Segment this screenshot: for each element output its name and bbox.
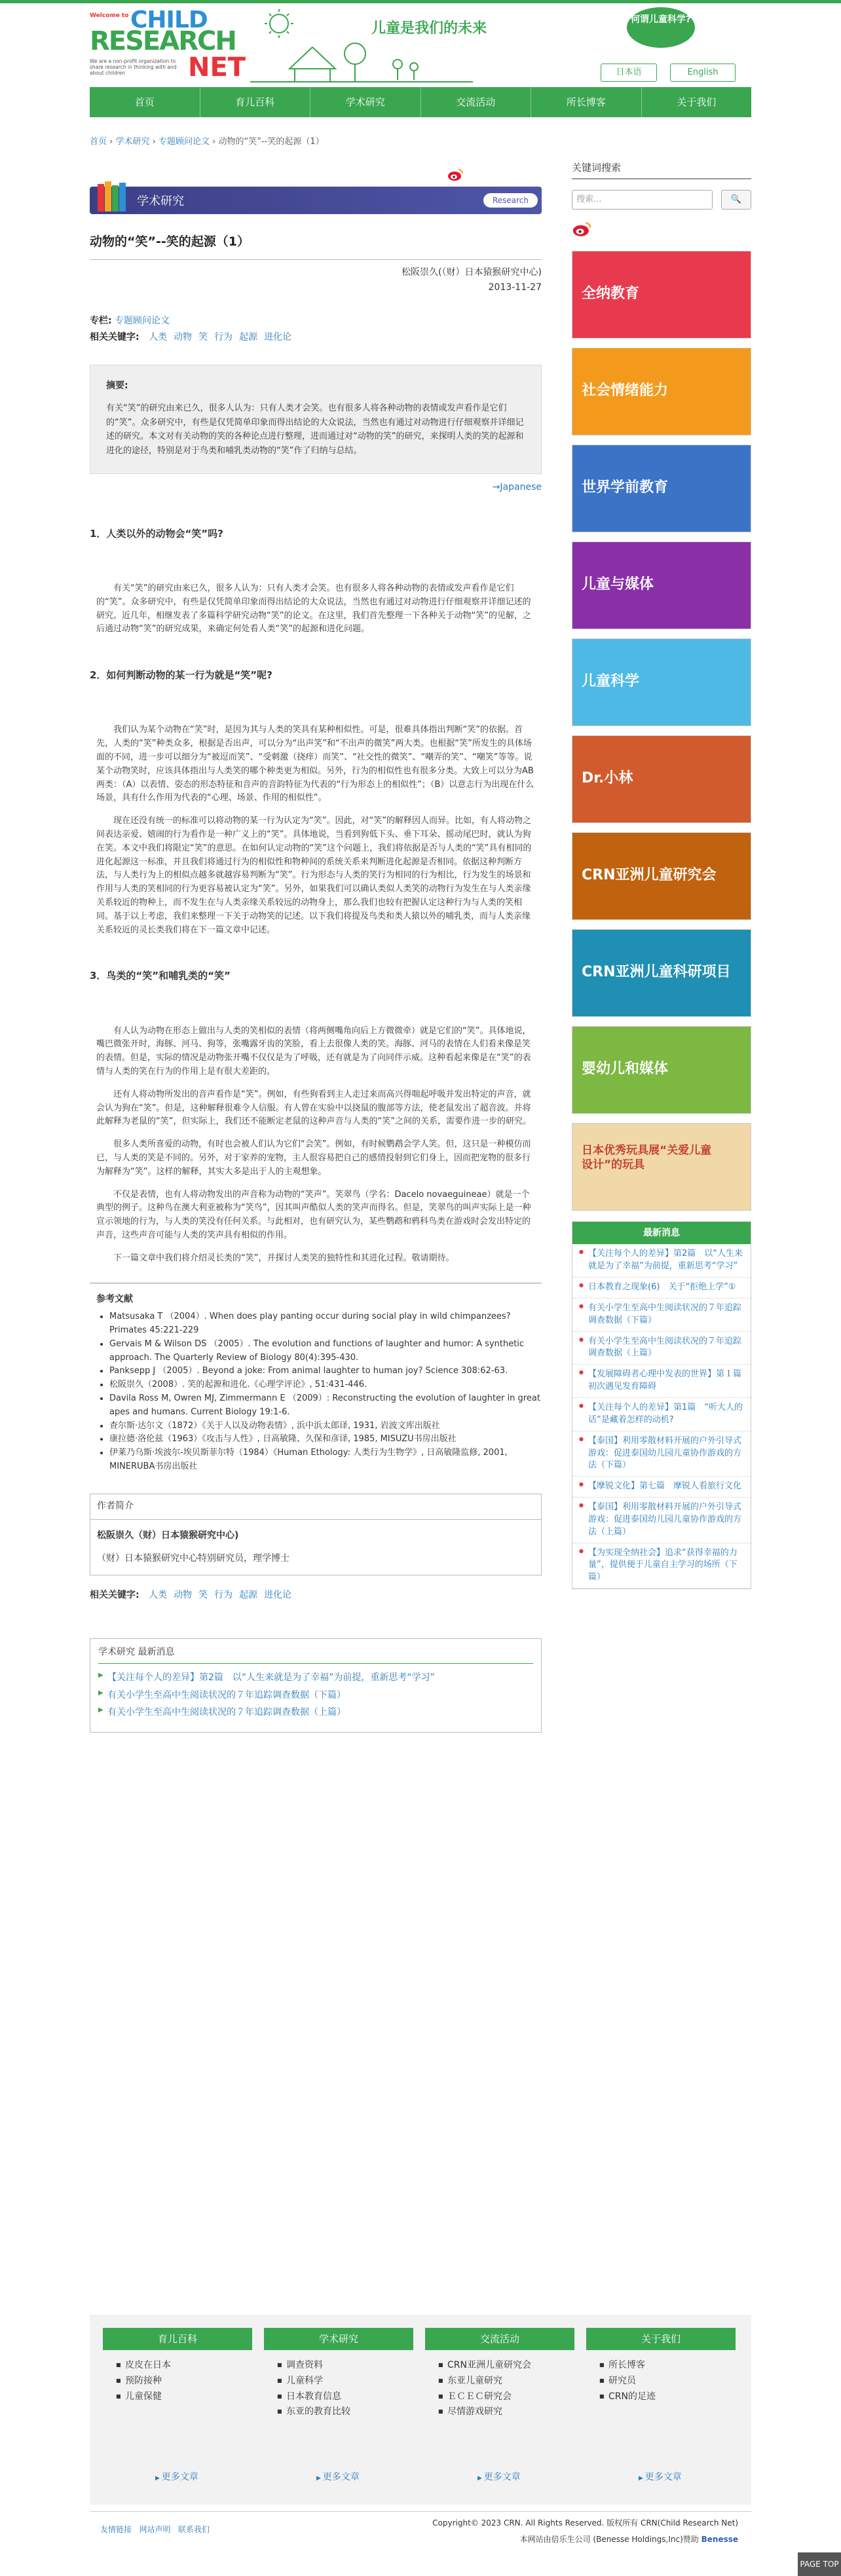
site-logo[interactable] [90,7,246,83]
footer-columns [90,2315,751,2505]
nav-exchange[interactable]: 交流活动 [421,87,532,117]
keyword-link[interactable]: 进化论 [264,331,292,342]
keyword-link[interactable]: 人类 [149,331,168,342]
footer-link[interactable]: ■ 东亚儿童研究 [438,2374,574,2389]
latest-news-item[interactable]: ● 日本教育之现象(6) 关于“拒绝上学”① [572,1278,751,1298]
footer-link[interactable]: ■ 日本教育信息 [277,2389,413,2405]
footer-link[interactable]: ■ 研究员 [599,2374,736,2389]
sidebar-banner[interactable] [572,348,751,435]
copyright: Copyright© 2023 CRN. All Rights Reserved. 版权所有 CRN(Child Research Net) [432,2518,738,2528]
research-news-item[interactable]: ▶ 有关小学生至高中生阅读状况的７年追踪调查数据（下篇） [98,1687,533,1704]
footer-more-link[interactable]: ▶ 更多文章 [639,2471,682,2485]
nav-director-blog[interactable]: 所长博客 [531,87,642,117]
latest-news-title: 最新消息 [572,1222,751,1244]
footer-link[interactable]: ■ 儿童科学 [277,2374,413,2389]
footer-col-about [586,2328,736,2482]
keyword-link[interactable]: 动物 [174,1589,193,1600]
site-header [90,3,751,87]
author-profile-box [90,1494,542,1575]
latest-news-item[interactable]: ● 【泰国】利用零散材料开展的户外引导式游戏：促进泰国幼儿园儿童协作游戏的方法（下篇） [572,1431,751,1477]
footer-link[interactable]: ■ 所长博客 [599,2358,736,2374]
footer-link[interactable]: ■ 调查资料 [277,2358,413,2374]
author-profile-bio: （财）日本猿猴研究中心特别研究员，理学博士 [97,1553,290,1564]
what-is-child-science-bubble[interactable]: 何谓儿童科学? [627,7,695,48]
article-paragraph: 我们认为某个动物在“笑”时，是因为其与人类的笑具有某种相似性。可是，很难具体指出判断“笑”的依据。首先，人类的“笑”种类众多，根据是否出声，可以分为“出声笑”和“不出声的微笑”两大类。也根据“笑”所发生的具体场面的不同，进一步可以细分为“被逗而笑”、“受刺激（挠痒）而笑”、“社交性的微笑”、“嘲弄的笑”、“嘲笑”等等。说某个动物笑时，应该具体指出与人类笑的哪个种类更为相似。另外，行为的相似性也有很多分类。大致上可以分为AB两类：（A）以表情、姿态的形态特征和音声的音韵特征为代表的“行为形态上的相似性”；（B）以意志行为出现在什么场景，具有什么作用为代表的“心理、场景、作用的相似性”。 [96,725,534,803]
footer-bottom-link[interactable]: 网站声明 [139,2525,171,2534]
reference-item: • 查尔斯·达尔文（1872）《关于人以及动物表情》, 浜中浜太郎译, 1931, 岩波文库出版社 [109,1420,542,1433]
footer-col-exchange [425,2328,574,2482]
logo-child: CHILD [130,7,208,33]
keywords-label: 相关关键字: [90,1589,140,1600]
keyword-link[interactable]: 笑 [198,1589,208,1600]
sidebar-banner[interactable] [572,832,751,920]
abstract-label: 摘要: [106,380,128,392]
author-profile-title: 作者简介 [90,1494,541,1520]
keyword-link[interactable]: 起源 [239,1589,258,1600]
abstract-text: 有关“笑”的研究由来已久，很多人认为：只有人类才会笑。也有很多人将各种动物的表情或发声看作是它们的“笑”。众多研究中，有些是仅凭简单印象而得出结论的大众说法，当然也有通过对动物进行仔细观察并详细记述的研究。本文对有关动物的笑的各种论点进行整理，进而通过对“动物的笑”的研究，来探明人类的笑的起源和进化的途径，特别是对于鸟类和哺乳类动物的“笑”作了归纳与总结。 [106,403,524,456]
article-paragraph: 很多人类所喜爱的动物，有时也会被人们认为它们“会笑”。例如，有时候鹦鹉会学人笑。但，这只是一种模仿而已，与人类的笑是不同的。另外，对于家养的宠物，主人很容易把自己的感情投射到它们身上，因而把宠物的很多行为解释为“笑”。这样的解释，其实大多是出于人的主观想象。 [96,1139,531,1177]
logo-welcome: Welcome to [90,12,129,19]
latest-news-item[interactable]: ● 【摩锐文化】第七篇 摩锐人看旅行文化 [572,1477,751,1498]
latest-news-item[interactable]: ● 【发展障碍者心理中发表的世界】第１篇 初次遇见发育障碍 [572,1365,751,1398]
footer-link[interactable]: ■ 皮皮在日本 [116,2358,252,2374]
breadcrumb-separator: › [212,137,216,147]
sidebar-banner[interactable] [572,1026,751,1114]
column-link[interactable]: 专题顾问论文 [115,316,170,327]
logo-research: RESEARCH [90,26,236,56]
sidebar-banner[interactable] [572,1123,751,1211]
article-date: 2013-11-27 [488,282,542,293]
sidebar-banner[interactable] [572,735,751,823]
article-paragraph: 现在还没有统一的标准可以将动物的某一行为认定为“笑”。因此，对“笑”的解释因人而异。比如，有人将动物之间表达亲爱、嬉闹的行为看作是一种广义上的“笑”。具体地说，当看到狗低下头、垂下耳朵、摇动尾巴时，就认为狗在笑。本文中我们将限定“笑”的意思。在如何认定动物的“笑”这个问题上，我们将依据是否与人类的“笑”具有相同的进化起源这一标准，并且我们将通过行为的相似性和物种间的系统关系来判断进化起源是否相同。依据这种判断方法，与人类行为上的相似点越多就越容易判断为“笑”。行为形态与人类的笑行为相同的行为相比，行为发生的场景和作用与人类的笑相同的行为更容易被认定为“笑”。另外，如果我们可以确认类似人类笑的动物行为发生在与人类亲缘关系较近的物种上，而不发生在与人类亲缘关系较远的动物身上，那么我们也较有把握认定这种行为与人类的笑相同。基于以上考虑，我们来整理一下关于动物笑的记述。以下我们将提及鸟类和类人猿以外的哺乳类，而与人类亲缘关系较近的灵长类我们将在下一篇文章中记述。 [96,816,532,935]
keyword-link[interactable]: 动物 [174,331,193,342]
page-top-button[interactable]: PAGE TOP [798,2552,841,2576]
column-label: 专栏: [90,316,112,327]
sidebar [572,160,751,1589]
reference-item: • 康拉德·洛伦兹（1963）《攻击与人性》, 日高敏隆、久保和彦译, 1985, MISUZU书房出版社 [109,1433,542,1446]
article-title: 动物的“笑”--笑的起源（1） [90,232,542,260]
main-nav [90,87,751,117]
latest-news-item[interactable]: ● 【关注每个人的差异】第2篇 以“人生来就是为了幸福”为前提，重新思考“学习” [572,1244,751,1278]
footer-link[interactable]: ■ CRN的足迹 [599,2389,736,2405]
footer-link[interactable]: ■ 预防接种 [116,2374,252,2389]
article-paragraph: 有关“笑”的研究由来已久，很多人认为：只有人类才会笑。也有很多人将各种动物的表情或发声看作是它们的“笑”。众多研究中，有些是仅凭简单印象而得出结论的大众说法，当然也有通过对动物进行仔细观察并详细记述的研究。近几年，相继发表了多篇科学研究动物“笑”的论文。在这里，我们首先整理一下各种关于动物“笑”的见解，之后通过动物“笑”的研究成果，来确定何处看人类“笑”的起源和进化问题。 [96,583,531,635]
keyword-link[interactable]: 进化论 [264,1589,292,1600]
research-news-item[interactable]: ▶ 有关小学生至高中生阅读状况的７年追踪调查数据（上篇） [98,1704,533,1721]
article-paragraph: 还有人将动物所发出的音声看作是“笑”。例如，有些狗看到主人走过来而高兴得喘起呼吸并发出特定的声音，就会认为狗在“笑”。但是，这种解释很难令人信服。有人曾在实验中以挠鼠的腹部等方法，使老鼠发出了超音波。并将此解释为老鼠的“笑”，但实际上，我们还不能断定老鼠的这种声音与人类的“笑”之间的关系，需要作进一步的研究。 [96,1089,531,1127]
reference-item: • Matsusaka T （2004）. When does play panting occur during social play in wild chimpanzees? Primates 45:221-229 [109,1310,542,1338]
latest-news-item[interactable]: ● 【关注每个人的差异】第1篇 “听大人的话”是藏着怎样的动机? [572,1398,751,1431]
bottom-keywords [90,1589,542,1603]
nav-research[interactable]: 学术研究 [310,87,421,117]
article-paragraph: 不仅是表情，也有人将动物发出的声音称为动物的“笑声”。笑翠鸟（学名：Dacelo novaeguineae）就是一个典型的例子。这种鸟在澳大利亚被称为“笑鸟”，因其叫声酷似人类的笑声而得名。但是，笑翠鸟的叫声实际上是一种宣示领地的行为，与人类的笑没有任何关系。与此相对，也有研究认为，某些鹦鹉和鸦科鸟类在游戏时会发出特定的声音，这些声音可能与人类的笑声具有相似的作用。 [96,1189,531,1240]
reference-item: • 伊莱乃乌斯·埃波尔-埃贝斯菲尔特（1984）《Human Ethology: 人类行为生物学》, 日高敏隆监修, 2001, MINERUBA书房出版社 [109,1446,542,1474]
sidebar-banner[interactable] [572,251,751,339]
search-form [572,190,751,210]
search-title: 关键词搜索 [572,160,751,179]
latest-news-item[interactable]: ● 有关小学生至高中生阅读状况的７年追踪调查数据（上篇） [572,1332,751,1365]
sidebar-banner-label: CRN亚洲儿童研究会 [582,867,717,884]
sidebar-banner-label: 全纳教育 [582,285,640,303]
breadcrumb-current: 动物的“笑”--笑的起源（1） [218,137,324,147]
footer-link[interactable]: ■ 儿童保健 [116,2389,252,2405]
section-title: 学术研究 [137,194,184,208]
research-news-item[interactable]: ▶ 【关注每个人的差异】第2篇 以“人生来就是为了幸福”为前提，重新思考“学习” [98,1669,533,1687]
article-byline [90,265,542,295]
footer-bottom-link[interactable]: 联系我们 [178,2525,210,2534]
logo-net: NET [188,52,246,83]
breadcrumb-column[interactable]: 专题顾问论文 [159,137,210,147]
footer-bottom [90,2511,751,2544]
keyword-link[interactable]: 行为 [214,331,233,342]
reference-item: • Panksepp J （2005）. Beyond a joke: From animal laughter to human joy? Science 308:62-63. [109,1365,542,1378]
sidebar-banner-label: 日本优秀玩具展“关爱儿童设计”的玩具 [582,1144,712,1172]
author-profile-name: 松阪崇久（财）日本猿猴研究中心) [97,1530,239,1541]
sidebar-banner[interactable] [572,445,751,532]
breadcrumb [90,117,751,149]
nav-about[interactable]: 关于我们 [677,96,717,108]
article-heading-3: 3．鸟类的“笑”和哺乳类的“笑” [90,970,231,982]
weibo-share-icon[interactable] [447,168,463,186]
footer-col-title[interactable]: 育儿百科 [103,2328,252,2350]
sidebar-banner-label: 儿童科学 [582,673,640,690]
latest-news-box [572,1221,751,1589]
breadcrumb-research[interactable]: 学术研究 [115,137,150,147]
keyword-link[interactable]: 笑 [198,331,208,342]
lang-japanese-button[interactable]: 日本语 [601,64,657,82]
lang-english-button[interactable]: English [670,64,736,82]
header-title: 儿童是我们的未来 [371,20,487,37]
breadcrumb-separator: › [152,137,156,147]
footer-col-title[interactable]: 学术研究 [264,2328,413,2350]
sidebar-banner-label: 儿童与媒体 [582,576,654,593]
sidebar-banner-label: 婴幼儿和媒体 [582,1061,669,1078]
sidebar-banner-label: CRN亚洲儿童科研项目 [582,964,731,981]
books-icon [96,180,132,213]
article-meta [90,313,542,345]
research-news-title: 学术研究 最新消息 [98,1646,533,1665]
research-news-box [90,1638,542,1733]
footer-link[interactable]: ■ 尽情游戏研究 [438,2404,574,2420]
reference-item: • Gervais M & Wilson DS （2005）. The evolution and functions of laughter and humor: A synthetic approach. The Quarterly Review of Biology 80(4):395-430. [109,1338,542,1365]
footer-col-parenting [103,2328,252,2482]
footer-link[interactable]: ■ ＥＣＥＣ研究会 [438,2389,574,2405]
reference-item: • Davila Ross M, Owren MJ, Zimmermann E （2009）: Reconstructing the evolution of laughter in great apes and humans. Current Biology 19:1-6. [109,1392,542,1420]
search-input[interactable]: 搜索... [572,190,713,210]
reference-item: • 松阪崇久（2008）. 笑的起源和进化.《心理学评论》, 51:431-446. [109,1378,542,1392]
nav-home[interactable]: 首页 [90,87,200,117]
article-heading-2: 2．如何判断动物的某一行为就是“笑”呢? [90,669,272,682]
footer-link[interactable]: ■ 东亚的教育比较 [277,2404,413,2420]
sidebar-banner-label: Dr.小林 [582,770,633,787]
footer-col-research [264,2328,413,2482]
breadcrumb-separator: › [109,137,113,147]
keywords-label: 相关关键字: [90,331,140,342]
search-button[interactable]: 🔍 [721,190,751,210]
article-abstract [90,365,542,474]
keyword-link[interactable]: 人类 [149,1589,168,1600]
article-heading-1: 1．人类以外的动物会“笑”吗? [90,527,223,540]
sidebar-banner[interactable] [572,929,751,1017]
section-header [90,187,542,214]
footer-bottom-link[interactable]: 友情链接 [100,2525,132,2534]
article-author: 松阪崇久(（财）日本猿猴研究中心) [402,267,542,278]
references [90,1283,542,1474]
latest-news-item[interactable]: ● 有关小学生至高中生阅读状况的７年追踪调查数据（下篇） [572,1298,751,1332]
footer-link[interactable]: ■ CRN亚洲儿童研究会 [438,2358,574,2374]
sidebar-banner[interactable] [572,542,751,629]
weibo-icon[interactable] [572,221,751,242]
footer-more-link[interactable]: ▶ 更多文章 [155,2471,198,2485]
keyword-link[interactable]: 起源 [239,331,258,342]
footer-col-title[interactable]: 关于我们 [586,2328,736,2350]
benesse-logo[interactable]: Benesse [701,2534,738,2544]
sponsor-text: 本网站由倍乐生公司 (Benesse Holdings,Inc)赞助 [519,2534,699,2544]
section-pill: Research [483,193,538,208]
nav-parenting[interactable]: 育儿百科 [200,87,311,117]
sidebar-banner[interactable] [572,638,751,726]
japanese-version-link[interactable]: →Japanese [492,482,542,493]
article-paragraph: 有人认为动物在形态上做出与人类的笑相似的表情（将两侧嘴角向后上方微微牵）就是它们的“笑”。具体地说，嘴巴微张开时，海豚、河马、狗等，张嘴露牙齿的笑脸，看上去很像人类的笑。海豚、河马的表情在人们看来像是笑的表情。但是，实际的情况是动物张开嘴不仅仅是为了呼吸，还有就是为了向同伴示威。这种看起来像是在“笑”的表情与人类的笑在行为的作用上是有很大差距的。 [96,1025,531,1077]
article-paragraph: 下一篇文章中我们将介绍灵长类的“笑”，并探讨人类笑的独特性和其进化过程。敬请期待。 [113,1253,455,1263]
references-label: 参考文献 [96,1293,133,1304]
main-content [90,160,542,1733]
latest-news-item[interactable]: ● 【为实现全纳社会】追求“获得幸福的力量”，提供便于儿童自主学习的场所（下篇） [572,1543,751,1589]
sidebar-banner-label: 世界学前教育 [582,479,669,496]
footer-more-link[interactable]: ▶ 更多文章 [477,2471,521,2485]
footer-col-title[interactable]: 交流活动 [425,2328,574,2350]
breadcrumb-home[interactable]: 首页 [90,137,107,147]
sidebar-banner-label: 社会情绪能力 [582,382,669,399]
footer-more-link[interactable]: ▶ 更多文章 [316,2471,360,2485]
keyword-link[interactable]: 行为 [214,1589,233,1600]
logo-description: We are a non-profit organization to share research in thinking with and about children [90,58,177,76]
latest-news-item[interactable]: ● 【泰国】利用零散材料开展的户外引导式游戏：促进泰国幼儿园儿童协作游戏的方法（上篇） [572,1498,751,1543]
